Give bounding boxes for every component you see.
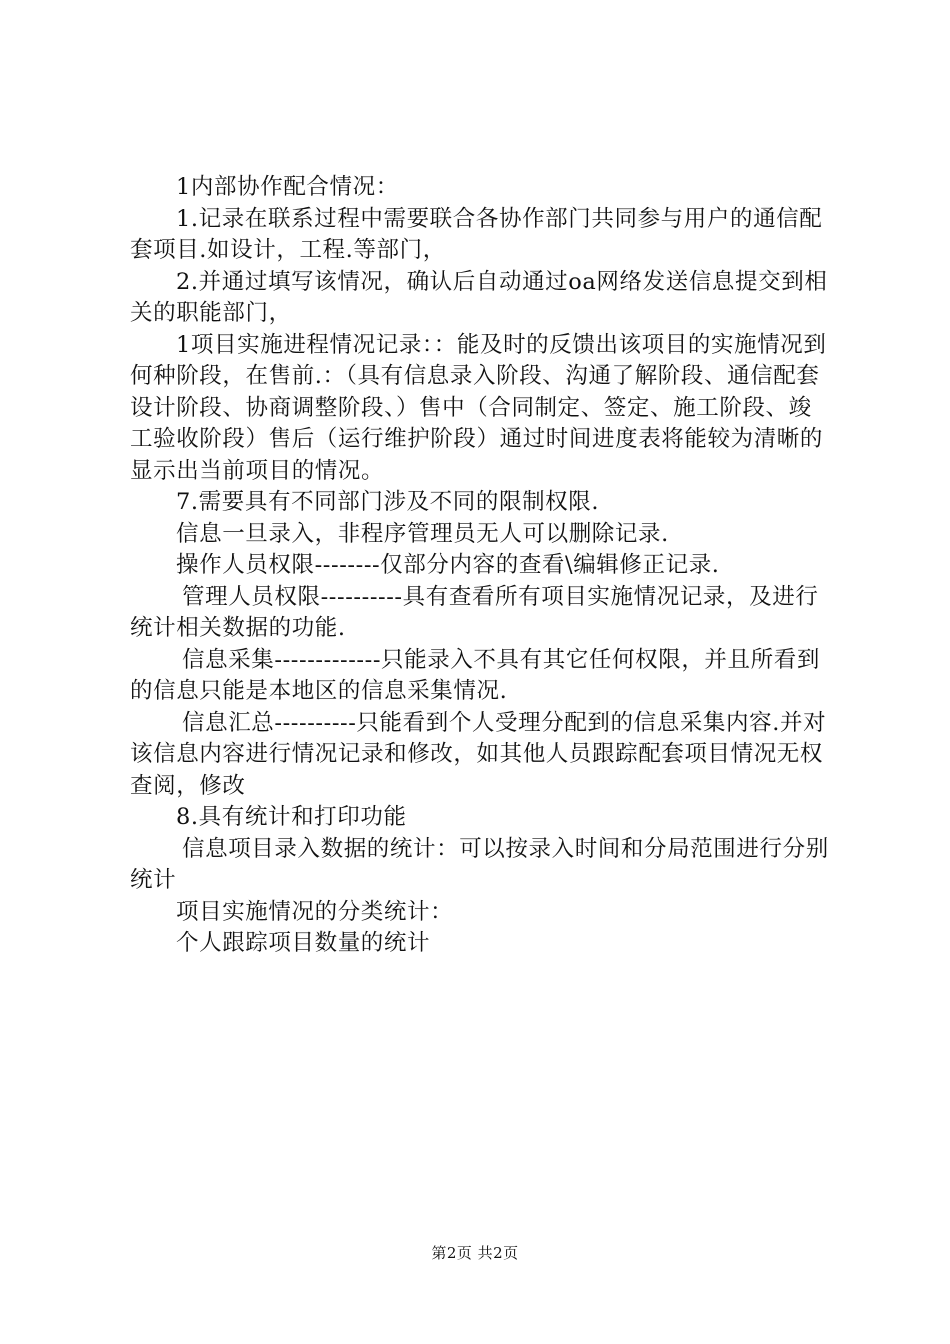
paragraph: 信息汇总----------只能看到个人受理分配到的信息采集内容.并对该信息内容进行情况记录和修改，如其他人员跟踪配套项目情况无权查阅，修改 <box>130 709 827 799</box>
paragraph: 操作人员权限--------仅部分内容的查看\编辑修正记录. <box>176 552 720 578</box>
paragraph: 2.并通过填写该情况，确认后自动通过oa网络发送信息提交到相关的职能部门， <box>130 268 828 326</box>
paragraph: 1项目实施进程情况记录：：能及时的反馈出该项目的实施情况到何种阶段，在售前.：（具有信息录入阶段、沟通了解阶段、通信配套设计阶段、协商调整阶段、）售中（合同制定、签定、施工阶段、竣工验收阶段）售后（运行维护阶段）通过时间进度表将能较为清晰的显示出当前项目的情况。 <box>130 331 827 484</box>
paragraph: 信息一旦录入，非程序管理员无人可以删除记录. <box>176 520 669 547</box>
paragraph: 信息项目录入数据的统计：可以按录入时间和分局范围进行分别统计 <box>130 835 829 893</box>
paragraph: 管理人员权限----------具有查看所有项目实施情况记录，及进行统计相关数据的功能. <box>130 583 819 641</box>
paragraph: 7.需要具有不同部门涉及不同的限制权限. <box>176 489 600 515</box>
paragraph: 8.具有统计和打印功能 <box>176 804 407 830</box>
section-heading: 1内部协作配合情况： <box>176 174 399 200</box>
paragraph: 信息采集-------------只能录入不具有其它任何权限，并且所看到的信息只能是本地区的信息采集情况. <box>130 646 820 704</box>
paragraph: 个人跟踪项目数量的统计 <box>176 930 431 956</box>
page-number-footer: 第2页 共2页 <box>431 1244 519 1262</box>
paragraph: 项目实施情况的分类统计： <box>176 898 454 925</box>
paragraph: 1.记录在联系过程中需要联合各协作部门共同参与用户的通信配套项目.如设计，工程.等部门， <box>130 205 823 263</box>
document-body <box>130 172 830 960</box>
